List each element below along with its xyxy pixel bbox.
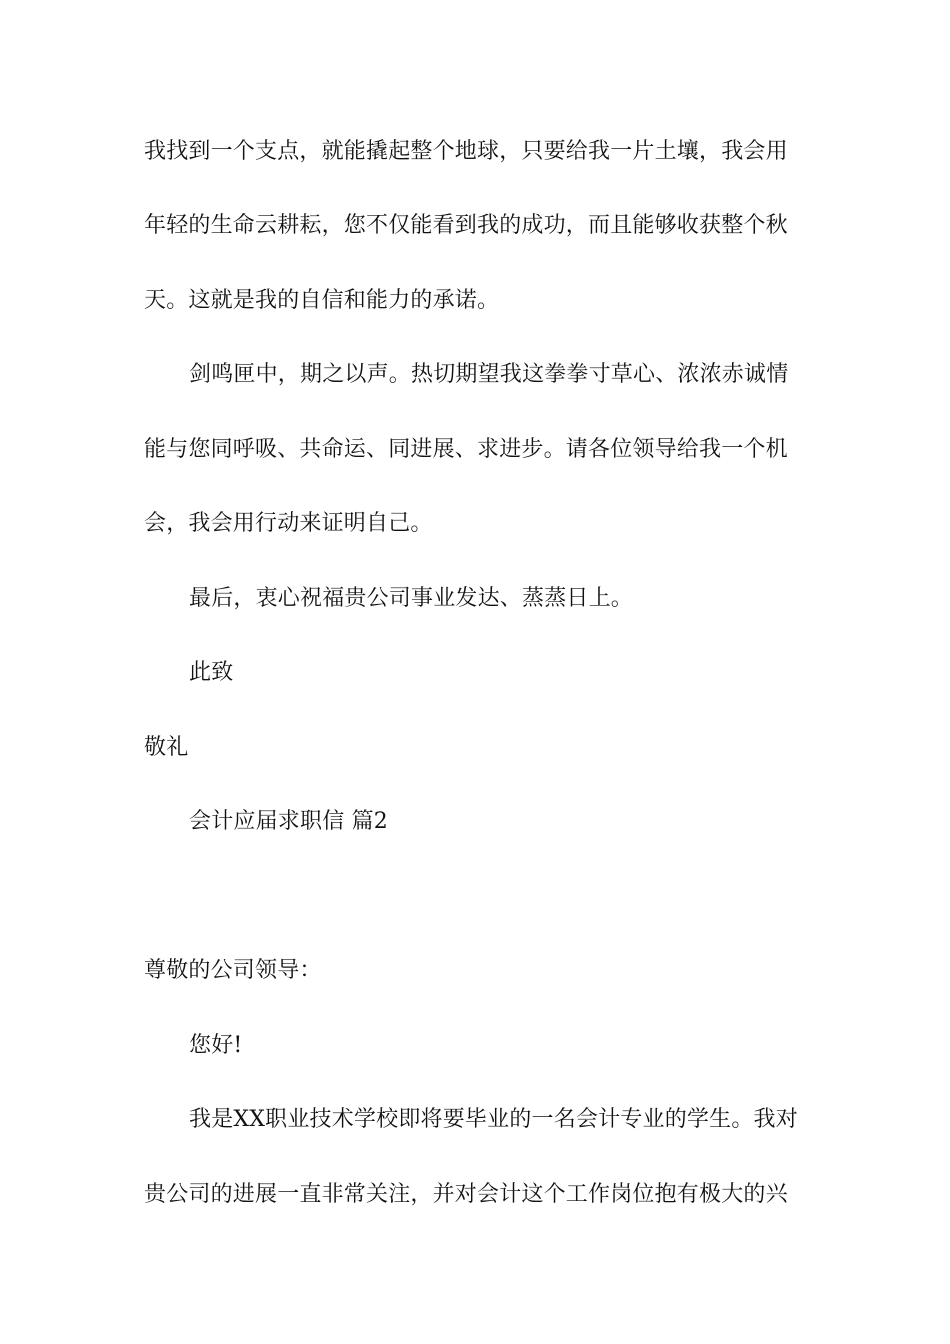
text-span: 剑鸣匣中，期之以声。热切期望我这拳拳寸草心、浓浓赤诚情 [189,362,789,387]
text-span: 敬礼 [144,735,189,760]
text-span: 贵公司的进展一直非常关注，并对会计这个工作岗位抱有极大的兴 [144,1182,788,1207]
text-span: 我是XX职业技术学校即将要毕业的一名会计专业的学生。我对 [189,1107,798,1132]
text-span: 能与您同呼吸、共命运、同进展、求进步。请各位领导给我一个机 [144,437,788,462]
text-span: 会计应届求职信 篇2 [189,809,388,834]
paragraph-4-line-1 [189,1105,854,1135]
paragraph-2-line-3 [144,509,809,539]
text-span: 我找到一个支点，就能撬起整个地球，只要给我一片土壤，我会用 [144,139,788,164]
paragraph-2-line-1 [189,360,854,390]
closing-ci-zhi [189,658,854,688]
text-span: 年轻的生命云耕耘，您不仅能看到我的成功，而且能够收获整个秋 [144,213,788,238]
paragraph-1-line-1 [144,137,809,167]
paragraph-3 [189,584,854,614]
paragraph-2-line-2 [144,435,809,465]
text-span: 此致 [189,660,234,685]
section-title [189,807,854,837]
paragraph-1-line-3 [144,286,809,316]
text-span: 天。这就是我的自信和能力的承诺。 [144,288,500,313]
paragraph-1-line-2 [144,211,809,241]
text-span: 最后，衷心祝福贵公司事业发达、蒸蒸日上。 [189,586,634,611]
text-span: 会，我会用行动来证明自己。 [144,511,433,536]
salutation [144,956,809,986]
text-span: 尊敬的公司领导： [144,958,322,983]
paragraph-4-line-2 [144,1180,809,1210]
text-span: 您好! [189,1033,243,1058]
closing-jing-li [144,733,809,763]
greeting [189,1031,854,1061]
